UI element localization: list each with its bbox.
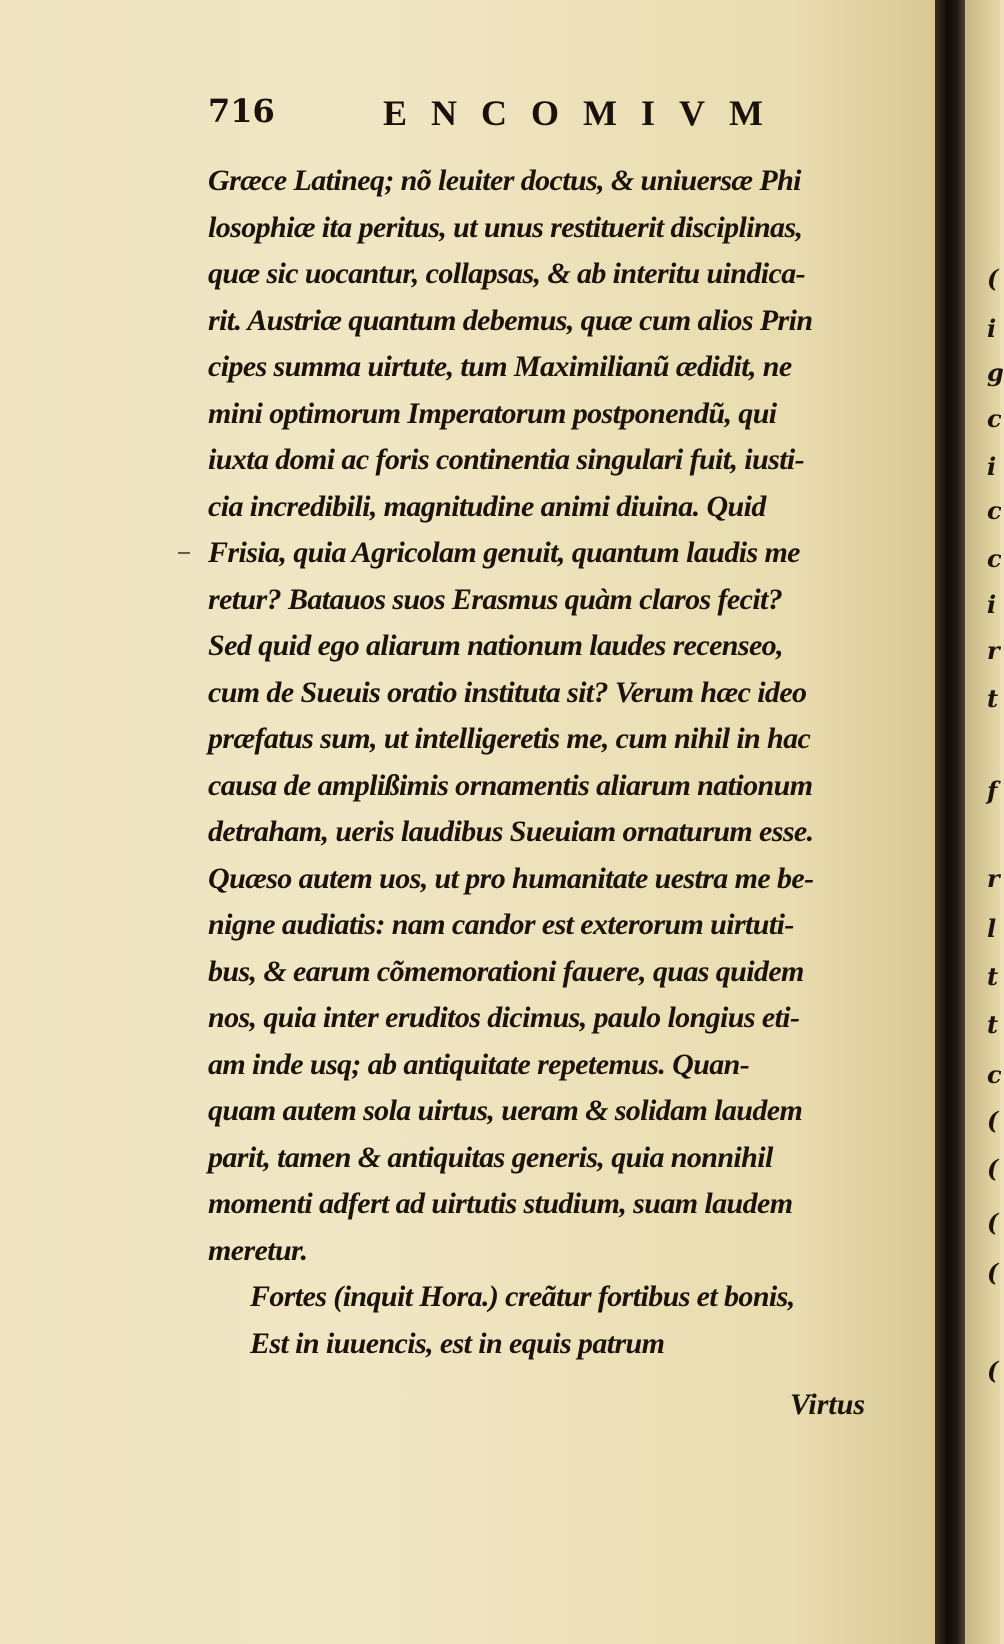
facing-glyph: ( <box>987 264 999 293</box>
book-gutter <box>935 0 965 1644</box>
text-line: iuxta domi ac foris continentia singulari fuit, iusti- <box>208 443 805 476</box>
facing-glyph: ( <box>987 1208 999 1237</box>
verse-line: Est in iuuencis, est in equis patrum <box>250 1326 665 1360</box>
facing-glyph: i <box>987 452 997 481</box>
text-line: rit. Austriæ quantum debemus, quæ cum alios Prin <box>208 303 813 337</box>
text-line: momenti adfert ad uirtutis studium, suam laudem <box>208 1187 793 1220</box>
facing-page-edge <box>965 0 1004 1644</box>
facing-glyph: ( <box>987 1356 999 1385</box>
facing-glyph: r <box>987 864 1000 893</box>
facing-glyph: f <box>987 776 998 805</box>
facing-glyph: ( <box>987 1106 999 1135</box>
text-line: meretur. <box>208 1233 308 1267</box>
facing-glyph: g <box>987 358 1004 387</box>
facing-glyph: ( <box>987 1154 999 1183</box>
margin-mark <box>178 552 190 554</box>
facing-glyph: r <box>987 636 1000 665</box>
body-text <box>208 158 908 1367</box>
facing-glyph: l <box>987 914 997 943</box>
facing-glyph: c <box>987 404 1002 433</box>
text-line: Frisia, quia Agricolam genuit, quantum laudis me <box>208 536 800 569</box>
facing-glyph: c <box>987 1060 1002 1089</box>
running-title: ENCOMIVM <box>383 93 787 133</box>
facing-glyph: t <box>987 684 999 713</box>
text-line: Sed quid ego aliarum nationum laudes recenseo, <box>208 629 783 662</box>
text-line: nigne audiatis: nam candor est exterorum uirtuti- <box>208 908 794 941</box>
text-line: quam autem sola uirtus, ueram & solidam laudem <box>208 1094 803 1127</box>
facing-glyph: c <box>987 544 1002 573</box>
text-line: cipes summa uirtute, tum Maximilianũ ædidit, ne <box>208 350 792 383</box>
page-header <box>208 88 898 132</box>
text-line: bus, & earum cõmemorationi fauere, quas quidem <box>208 954 804 988</box>
page-number: 716 <box>208 92 275 130</box>
facing-glyph: t <box>987 962 999 991</box>
text-line: am inde usq; ab antiquitate repetemus. Quan- <box>208 1047 750 1081</box>
facing-glyph: c <box>987 496 1002 525</box>
text-line: cum de Sueuis oratio instituta sit? Verum hæc ideo <box>208 675 807 709</box>
facing-glyph: i <box>987 314 997 343</box>
text-line: causa de amplißimis ornamentis aliarum nationum <box>208 768 813 802</box>
catchword: Virtus <box>790 1388 866 1421</box>
text-line: retur? Batauos suos Erasmus quàm claros fecit? <box>208 582 783 616</box>
facing-glyph: ( <box>987 1258 999 1287</box>
text-line: Græce Latineq; nõ leuiter doctus, & uniuersæ Phi <box>208 164 801 197</box>
text-line: losophiæ ita peritus, ut unus restituerit disciplinas, <box>208 210 803 244</box>
text-line: præfatus sum, ut intelligeretis me, cum nihil in hac <box>208 722 811 755</box>
facing-glyph: t <box>987 1010 999 1039</box>
text-line: nos, quia inter eruditos dicimus, paulo longius eti- <box>208 1001 800 1034</box>
text-line: cia incredibili, magnitudine animi diuina. Quid <box>208 489 766 523</box>
facing-glyph: i <box>987 590 997 619</box>
text-line: detraham, ueris laudibus Sueuiam ornaturum esse. <box>208 815 814 848</box>
text-line: parit, tamen & antiquitas generis, quia nonnihil <box>208 1140 773 1174</box>
verse-line: Fortes (inquit Hora.) creãtur fortibus et bonis, <box>250 1280 795 1313</box>
text-line: quæ sic uocantur, collapsas, & ab interitu uindica- <box>208 257 806 290</box>
text-line: Quæso autem uos, ut pro humanitate uestra me be- <box>208 861 814 895</box>
text-line: mini optimorum Imperatorum postponendũ, qui <box>208 396 777 430</box>
